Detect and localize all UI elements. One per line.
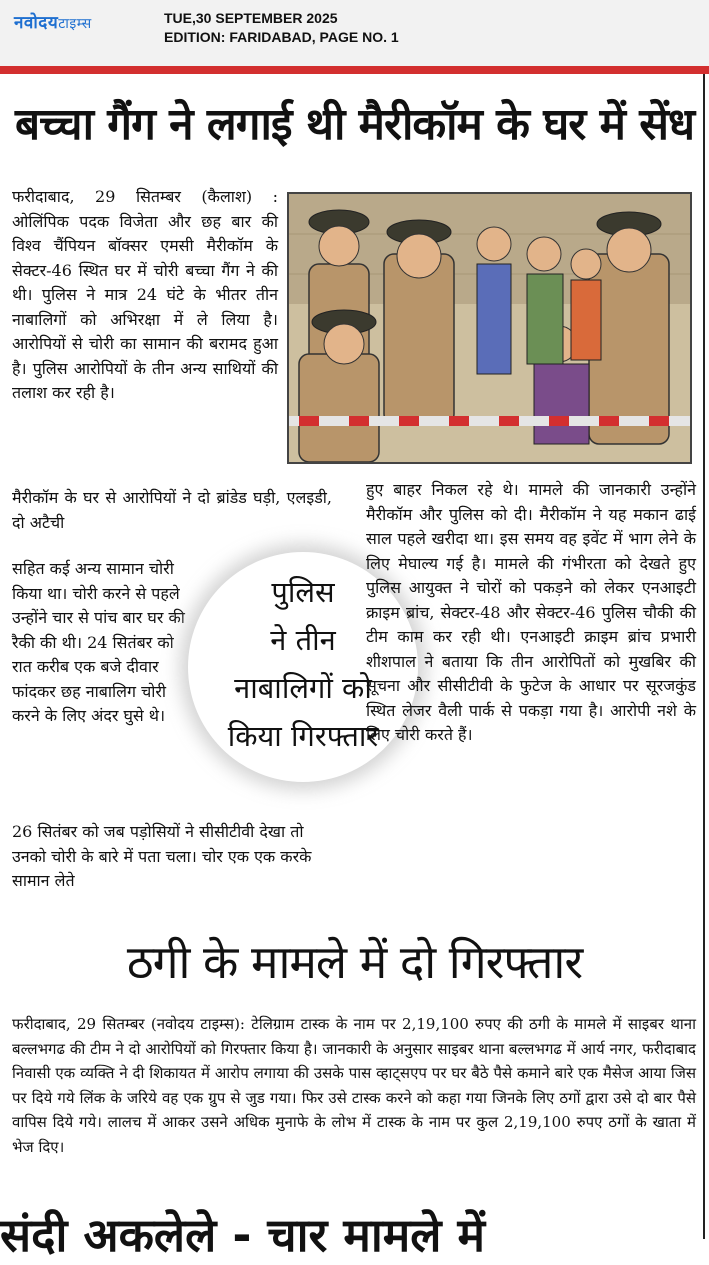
pullquote-line: किया गिरफ्तार: [227, 719, 379, 753]
police-illustration-icon: [289, 194, 690, 462]
page-header: [0, 0, 709, 66]
date-line: TUE,30 SEPTEMBER 2025: [164, 10, 338, 26]
story1-para-right: हुए बाहर निकल रहे थे। मामले की जानकारी उन्होंने मैरीकॉम और पुलिस को दी। मैरीकॉम ने यह मकान ढाई साल पहले खरीदा था। इस समय वह इवेंट में भाग लेने के लिए मेघाल्य गई है। मामले की गंभीरता को देखते हुए पुलिस आयुक्त ने चोरों को पकड़ने को लेकर एनआइटी क्राइम ब्रांच, सेक्टर-48 और सेक्टर-46 पुलिस चौकी की टीम काम कर रही थी। एनआइटी क्राइम ब्रांच प्रभारी शीशपाल ने बताया कि तीन आरोपितों को मुखबिर की सूचना और सीसीटीवी के फुटेज के आधार पर सूरजकुंड स्थित लेजर वैली पार्क से पकड़ा गया है। आरोपी नशे के लिए चोरी करते हैं।: [366, 480, 696, 744]
header-divider: [0, 66, 709, 74]
pullquote-line: पुलिस: [271, 575, 335, 609]
pullquote-line: नाबालिगों को: [234, 671, 372, 705]
right-border-line: [703, 74, 705, 1239]
newspaper-logo[interactable]: [14, 10, 92, 33]
story2-body: फरीदाबाद, 29 सितम्बर (नवोदय टाइम्स): टेलिग्राम टास्क के नाम पर 2,19,100 रुपए की ठगी के मामले में साइबर थाना बल्लभगढ की टीम ने दो आरोपियों को गिरफ्तार किया है। जानकारी के अनुसार साइबर थाना बल्लभगढ में आर्य नगर, फरीदाबाद निवासी एक व्यक्ति ने दी शिकायत में आरोप लगाया की उसके पास व्हाट्सएप पर घर बैठे पैसे कमाने बारे एक मैसेज आया जिस पर दिये गये लिंक के जरिये वह एक ग्रुप से जुड गया। फिर उसे टास्क करने को कहा गया जिनके लिए ठगों द्वारा उसे दो बार पैसे वापिस दिये गये। लालच में आकर उसने अधिक मुनाफे के लोभ में टास्क के नाम पर कुल 2,19,100 रुपए ठगों के खाता में भेज दिए।: [12, 1015, 696, 1156]
story3-headline-partial: संदी अकलेले - चार मामले में: [0, 1208, 486, 1262]
story-photo: [287, 192, 692, 464]
logo-subtext: टाइम्स: [58, 16, 92, 32]
logo-text: नवोदय: [14, 13, 59, 33]
story2-headline: ठगी के मामले में दो गिरफ्तार: [126, 935, 583, 989]
story1-para2-narrow: सहित कई अन्य सामान चोरी किया था। चोरी करने से पहले उन्होंने चार से पांच बार घर की रैकी की थी। 24 सितंबर को रात करीब एक बजे दीवार फांदकर छह नाबालिग चोरी करने के लिए अंदर घुसे थे।: [12, 559, 185, 725]
edition-line: EDITION: FARIDABAD, PAGE NO. 1: [164, 29, 399, 45]
story1-para2-lead: मैरीकॉम के घर से आरोपियों ने दो ब्रांडेड घड़ी, एलइडी, दो अटैची: [12, 488, 332, 532]
edition-info: [164, 9, 399, 47]
story1-para1: फरीदाबाद, 29 सितम्बर (कैलाश) : ओलिंपिक पदक विजेता और छह बार की विश्व चैंपियन बॉक्सर एमसी मैरीकॉम के सेक्टर-46 स्थित घर में चोरी बच्चा गैंग ने की थी। पुलिस ने मात्र 24 घंटे के भीतर तीन नाबालिगों को अभिरक्षा में ले लिया है। आरोपियों से चोरी का सामान की बरामद हुआ है। पुलिस आरोपियों के तीन अन्य साथियों की तलाश कर रही है।: [12, 187, 278, 402]
story1-para2-bottom: 26 सितंबर को जब पड़ोसियों ने सीसीटीवी देखा तो उनको चोरी के बारे में पता चला। चोर एक एक करके सामान लेते: [12, 822, 312, 890]
pullquote-line: ने तीन: [270, 623, 336, 657]
story1-headline: बच्चा गैंग ने लगाई थी मैरीकॉम के घर में सेंध: [14, 99, 695, 150]
